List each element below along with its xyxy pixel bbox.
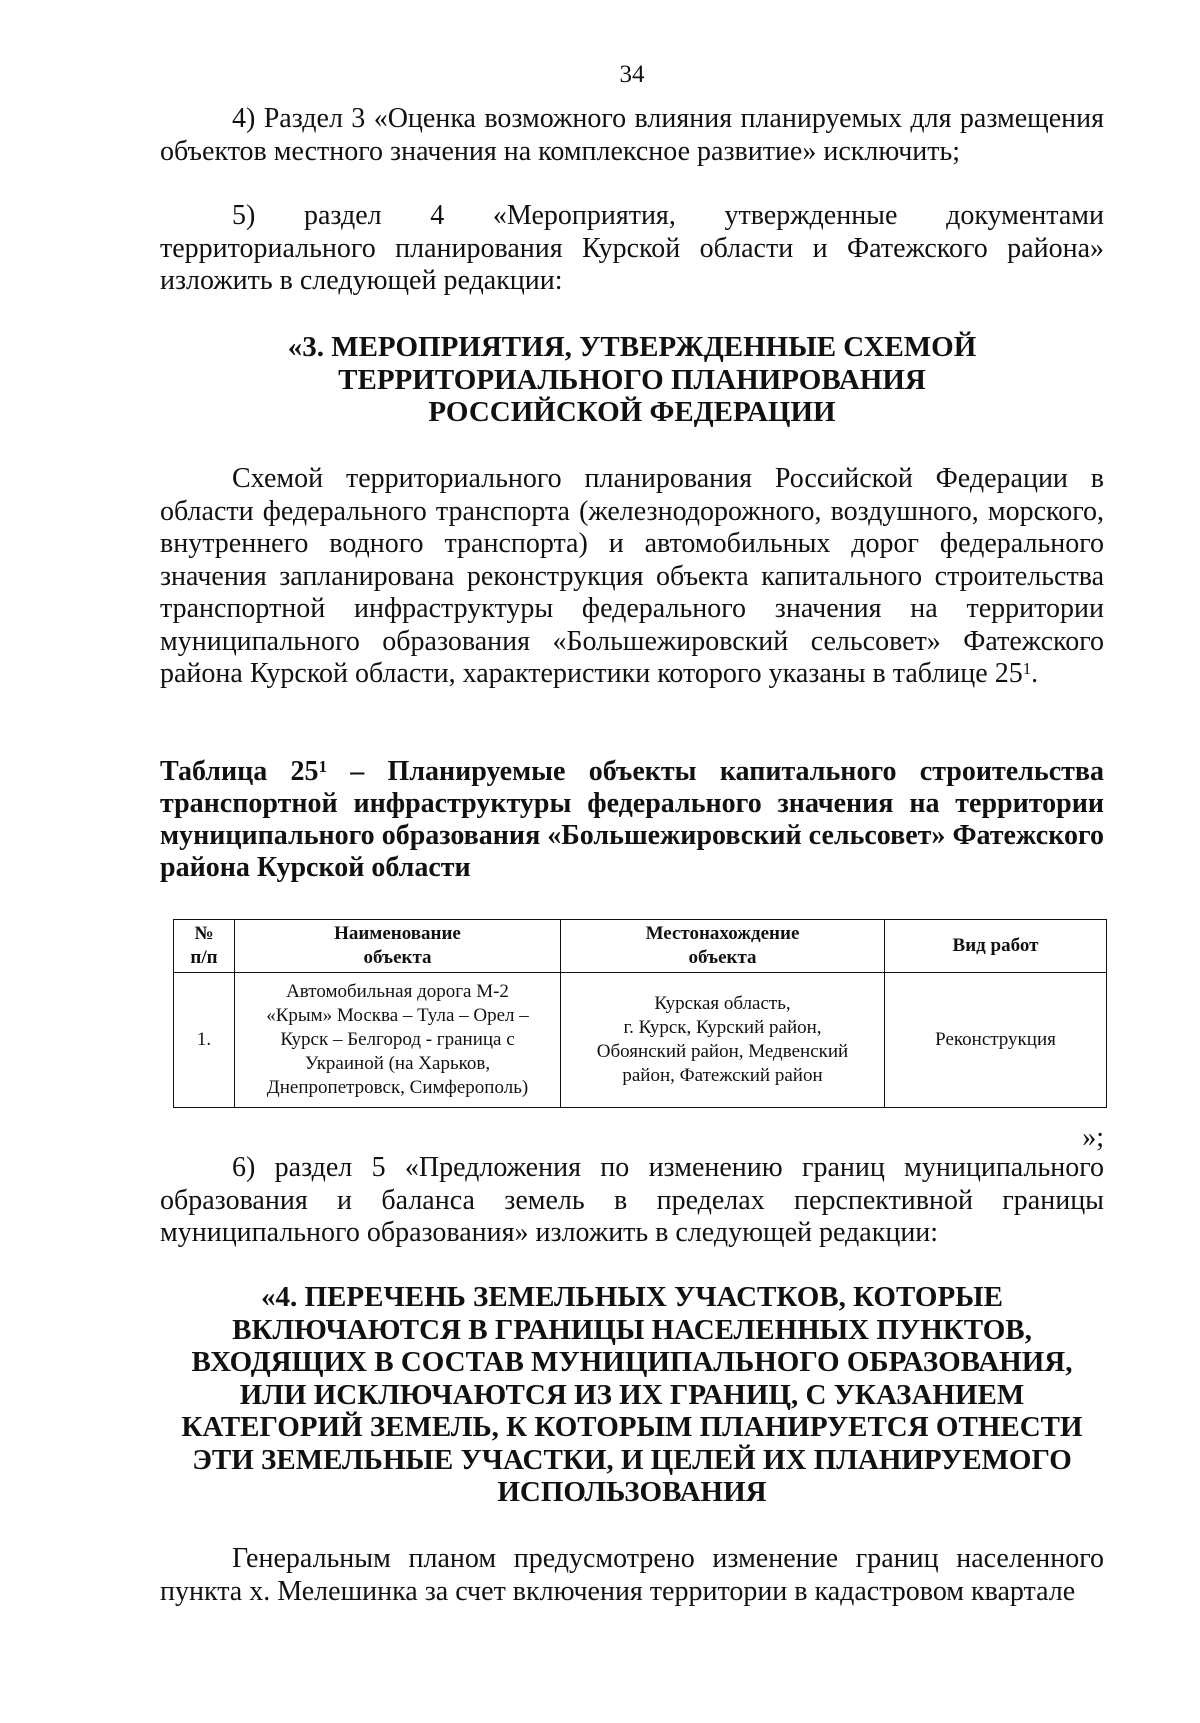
paragraph-item-4: 4) Раздел 3 «Оценка возможного влияния планируемых для размещения объектов местного значения на комплексное развитие» исключить; (160, 103, 1104, 167)
table-row (174, 973, 1107, 1108)
cell-name (235, 973, 561, 1108)
cell-location-line: район, Фатежский район (622, 1065, 823, 1086)
objects-table (173, 919, 1107, 1108)
cell-name-line: Украиной (на Харьков, (304, 1053, 491, 1074)
paragraph-item-5: 5) раздел 4 «Мероприятия, утвержденные документами территориального планирования Курской области и Фатежского района» изложить в следующей редакции: (160, 200, 1104, 296)
table-header-row (174, 920, 1107, 973)
section-3-heading-line: РОССИЙСКОЙ ФЕДЕРАЦИИ (428, 396, 836, 428)
section-4-heading-line: ЭТИ ЗЕМЕЛЬНЫЕ УЧАСТКИ, И ЦЕЛЕЙ ИХ ПЛАНИРУЕМОГО (192, 1443, 1072, 1476)
table-caption-superscript: 1 (318, 757, 327, 777)
section-4-heading-line: ВХОДЯЩИХ В СОСТАВ МУНИЦИПАЛЬНОГО ОБРАЗОВАНИЯ, (191, 1346, 1073, 1378)
section-3-heading (160, 331, 1104, 429)
paragraph-item-6: 6) раздел 5 «Предложения по изменению границ муниципального образования и баланса земель в пределах перспективной границы муниципального образования» изложить в следующей редакции: (160, 1152, 1104, 1248)
header-work: Вид работ (885, 920, 1107, 973)
cell-num: 1. (174, 973, 235, 1108)
header-num-line: № (194, 923, 214, 944)
paragraph-scheme-text: Схемой территориального планирования Российской Федерации в области федерального транспорта (железнодорожного, воздушного, морского, внутреннего водного транспорта) и автомобильных дорог федерального значения запланирована реконструкция объекта капитального строительства транспортной инфраструктуры федерального значения на территории муниципального образования «Большежировский сельсовет» Фатежского района Курской области, характеристики которого указаны в таблице 25 (160, 463, 1104, 689)
header-num (174, 920, 235, 973)
section-3-heading-line: ТЕРРИТОРИАЛЬНОГО ПЛАНИРОВАНИЯ (338, 363, 926, 396)
header-location-line: Местонахождение (645, 923, 800, 944)
paragraph-general-plan: Генеральным планом предусмотрено изменение границ населенного пункта х. Мелешинка за счет включения территории в кадастровом квартале (160, 1543, 1104, 1607)
section-4-heading (160, 1281, 1104, 1509)
cell-location-line: Обоянский район, Медвенский (596, 1041, 849, 1062)
footnote-superscript: 1 (1022, 659, 1032, 679)
closing-quote: »; (1082, 1122, 1104, 1153)
paragraph-scheme-end: . (1031, 658, 1039, 689)
section-4-heading-line: ВКЛЮЧАЮТСЯ В ГРАНИЦЫ НАСЕЛЕННЫХ ПУНКТОВ, (232, 1313, 1032, 1346)
page-number: 34 (619, 61, 645, 88)
cell-location-line: Курская область, (654, 993, 791, 1014)
cell-location (561, 973, 885, 1108)
cell-location-line: г. Курск, Курский район, (623, 1017, 822, 1038)
cell-name-line: Курск – Белгород - граница с (280, 1029, 515, 1050)
section-4-heading-line: ИСПОЛЬЗОВАНИЯ (497, 1476, 767, 1508)
cell-name-line: Автомобильная дорога М-2 (286, 981, 509, 1002)
header-name (235, 920, 561, 973)
header-name-line: Наименование (334, 923, 461, 944)
cell-name-line: Днепропетровск, Симферополь) (266, 1077, 529, 1098)
header-num-line: п/п (190, 947, 218, 968)
section-4-heading-line: ИЛИ ИСКЛЮЧАЮТСЯ ИЗ ИХ ГРАНИЦ, С УКАЗАНИЕМ (239, 1378, 1025, 1411)
table-caption-prefix: Таблица 25 (160, 756, 319, 787)
header-location (561, 920, 885, 973)
paragraph-scheme (160, 463, 1104, 691)
table-caption-text: – Планируемые объекты капитального строительства транспортной инфраструктуры федерального значения на территории муниципального образования «Большежировский сельсовет» Фатежского района Курской области (160, 756, 1104, 883)
table-caption (160, 756, 1104, 884)
cell-name-line: «Крым» Москва – Тула – Орел – (266, 1005, 529, 1026)
section-4-heading-line: КАТЕГОРИЙ ЗЕМЕЛЬ, К КОТОРЫМ ПЛАНИРУЕТСЯ ОТНЕСТИ (181, 1411, 1083, 1443)
header-name-line: объекта (363, 947, 432, 968)
section-4-heading-line: «4. ПЕРЕЧЕНЬ ЗЕМЕЛЬНЫХ УЧАСТКОВ, КОТОРЫЕ (260, 1281, 1004, 1313)
header-location-line: объекта (688, 947, 757, 968)
section-3-heading-line: «3. МЕРОПРИЯТИЯ, УТВЕРЖДЕННЫЕ СХЕМОЙ (287, 331, 977, 363)
cell-work: Реконструкция (885, 973, 1107, 1108)
